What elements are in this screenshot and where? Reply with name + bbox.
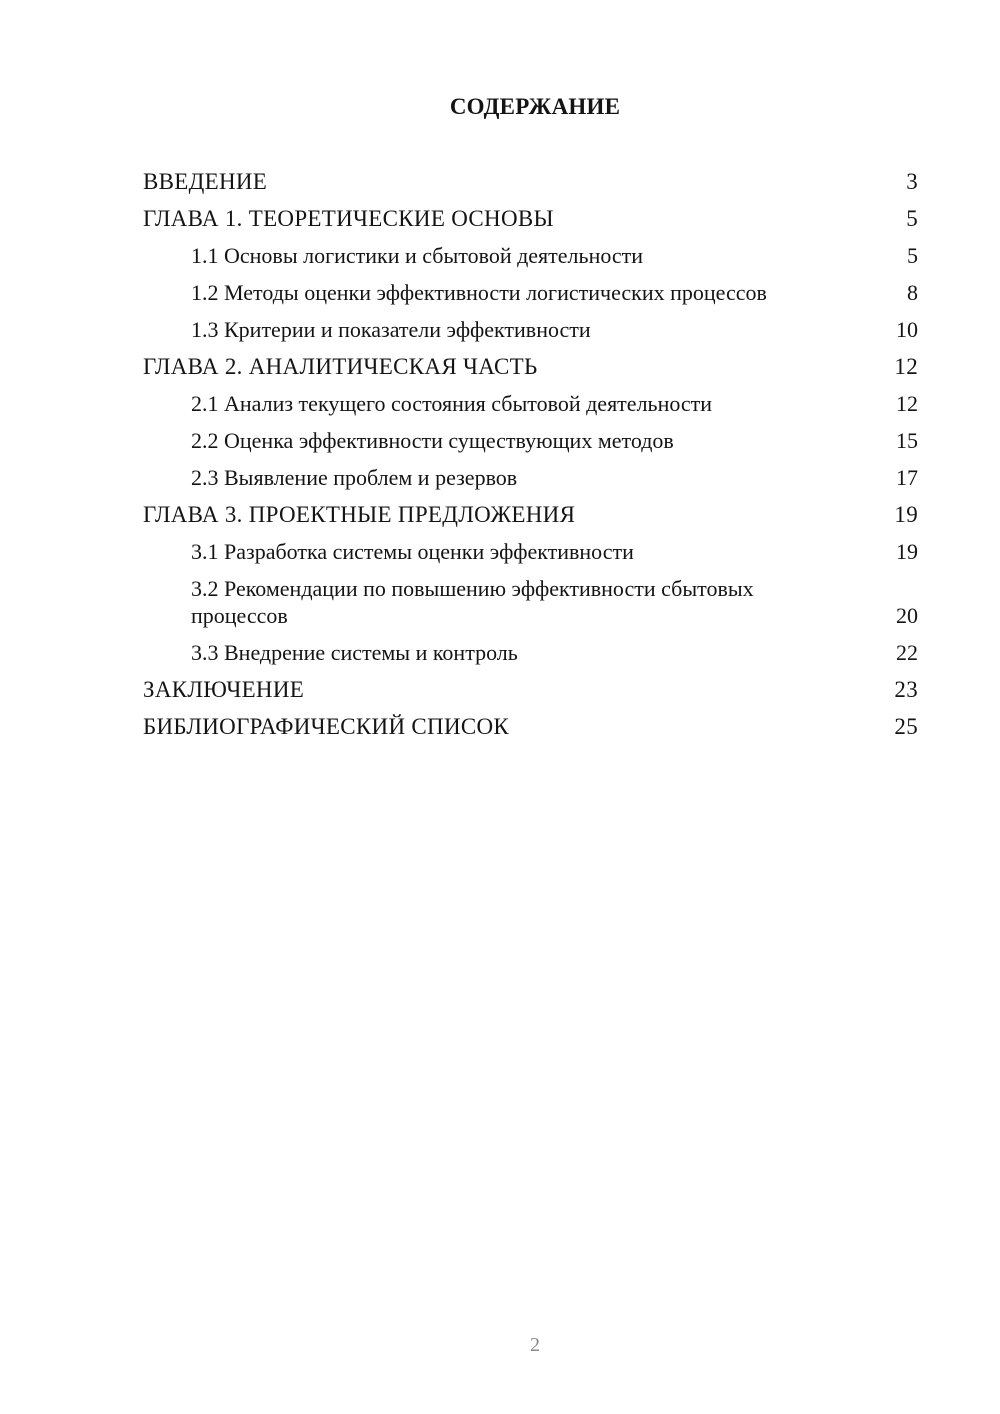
- toc-entry-bibliography[interactable]: [143, 713, 918, 740]
- toc-entry-page: 8: [907, 280, 918, 305]
- toc-entry-text: 1.2 Методы оценки эффективности логистических процессов: [191, 280, 767, 305]
- toc-entry-text: 1.3 Критерии и показатели эффективности: [191, 317, 591, 342]
- toc-entry-text: ГЛАВА 3. ПРОЕКТНЫЕ ПРЕДЛОЖЕНИЯ: [143, 502, 576, 527]
- toc-entry-text: ВВЕДЕНИЕ: [143, 169, 268, 194]
- toc-entry-chapter-2[interactable]: [143, 353, 918, 380]
- page-title: СОДЕРЖАНИЕ: [449, 94, 621, 119]
- toc-entry-2-1[interactable]: [143, 390, 918, 417]
- toc-entry-text: ЗАКЛЮЧЕНИЕ: [143, 677, 305, 702]
- page-number: 2: [530, 1334, 540, 1356]
- toc-entry-2-3[interactable]: [143, 464, 918, 491]
- toc-entry-text: 3.2 Рекомендации по повышению эффективности сбытовых процессов: [191, 576, 754, 628]
- toc-entry-page: 17: [896, 465, 918, 490]
- toc-entry-page: 25: [894, 714, 918, 739]
- toc-entry-page: 12: [894, 354, 918, 379]
- toc-entry-text: ГЛАВА 1. ТЕОРЕТИЧЕСКИЕ ОСНОВЫ: [143, 206, 554, 231]
- toc-entry-page: 5: [907, 243, 918, 268]
- toc-entry-conclusion[interactable]: [143, 676, 918, 703]
- toc-entry-text: 1.1 Основы логистики и сбытовой деятельности: [191, 243, 644, 268]
- toc-entry-1-3[interactable]: [143, 316, 918, 343]
- toc-entry-page: 20: [896, 603, 918, 628]
- toc-entry-3-2[interactable]: [143, 575, 918, 629]
- toc-entry-page: 5: [906, 206, 918, 231]
- toc-entry-3-1[interactable]: [143, 538, 918, 565]
- toc-entry-2-2[interactable]: [143, 427, 918, 454]
- toc-entry-text: 2.1 Анализ текущего состояния сбытовой деятельности: [191, 391, 713, 416]
- toc-entry-text: 3.1 Разработка системы оценки эффективности: [191, 539, 634, 564]
- toc-entry-chapter-3[interactable]: [143, 501, 918, 528]
- toc-entry-introduction[interactable]: [143, 168, 918, 195]
- toc-entry-1-2[interactable]: [143, 279, 918, 306]
- toc-entry-text: 2.3 Выявление проблем и резервов: [191, 465, 518, 490]
- toc-entry-page: 3: [906, 169, 918, 194]
- toc-entry-page: 23: [894, 677, 918, 702]
- toc-entry-page: 10: [896, 317, 918, 342]
- toc-entry-page: 22: [896, 640, 918, 665]
- toc-entry-page: 19: [896, 539, 918, 564]
- toc-entry-text: ГЛАВА 2. АНАЛИТИЧЕСКАЯ ЧАСТЬ: [143, 354, 538, 379]
- toc-entry-text: 3.3 Внедрение системы и контроль: [191, 640, 518, 665]
- toc-entry-1-1[interactable]: [143, 242, 918, 269]
- toc-entry-text: БИБЛИОГРАФИЧЕСКИЙ СПИСОК: [143, 714, 510, 739]
- toc-entry-page: 19: [894, 502, 918, 527]
- toc-entry-page: 15: [896, 428, 918, 453]
- toc-entry-page: 12: [896, 391, 918, 416]
- toc-entry-chapter-1[interactable]: [143, 205, 918, 232]
- table-of-contents: [143, 168, 918, 750]
- toc-entry-3-3[interactable]: [143, 639, 918, 666]
- toc-entry-text: 2.2 Оценка эффективности существующих методов: [191, 428, 674, 453]
